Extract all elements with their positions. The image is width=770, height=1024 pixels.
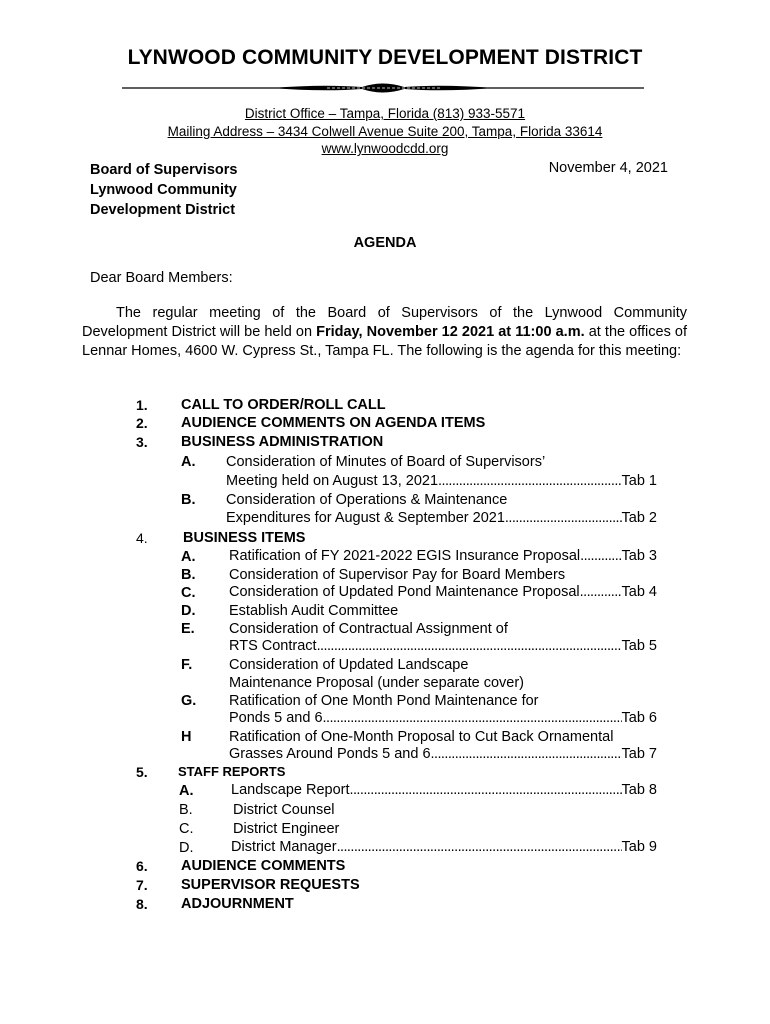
item-letter: G. (181, 693, 197, 709)
tab-reference: Tab 3 (621, 548, 657, 564)
item-leader-line (231, 782, 657, 798)
tab-reference: Tab 7 (621, 746, 657, 762)
tab-reference: Tab 8 (621, 782, 657, 798)
tab-reference: Tab 5 (621, 638, 657, 654)
item-leader-line (231, 839, 657, 855)
item-leader-line (226, 510, 657, 526)
section-title: AUDIENCE COMMENTS (181, 858, 346, 874)
item-letter: E. (181, 621, 195, 637)
item-letter: C. (179, 821, 194, 837)
item-text: Consideration of Supervisor Pay for Board Members (229, 567, 566, 583)
agenda-heading: AGENDA (353, 235, 417, 251)
letter-date: November 4, 2021 (548, 160, 668, 176)
tab-reference: Tab 2 (621, 510, 657, 526)
item-letter: B. (181, 567, 196, 583)
dot-leader (505, 510, 622, 526)
addressee-line: Lynwood Community (90, 182, 237, 198)
item-letter: B. (179, 802, 193, 818)
mailing-address-line: Mailing Address – 3434 Colwell Avenue Suite 200, Tampa, Florida 33614 (167, 124, 603, 139)
salutation: Dear Board Members: (90, 270, 233, 286)
district-office-line: District Office – Tampa, Florida (813) 933-5571 (244, 106, 526, 121)
item-letter: D. (181, 603, 196, 619)
item-text: Maintenance Proposal (under separate cover) (229, 675, 524, 691)
item-text: Expenditures for August & September 2021 (226, 510, 505, 526)
dot-leader (323, 710, 622, 726)
section-number: 7. (136, 877, 148, 893)
item-letter: D. (179, 840, 194, 856)
section-number: 2. (136, 415, 148, 431)
dot-leader (580, 548, 621, 564)
dot-leader (350, 782, 622, 798)
item-leader-line (229, 584, 657, 600)
meeting-datetime: Friday, November 12 2021 at 11:00 a.m. (316, 324, 585, 340)
item-text: Consideration of Operations & Maintenance (226, 492, 508, 508)
item-text: Ratification of One-Month Proposal to Cut Back Ornamental (229, 729, 614, 745)
intro-paragraph (82, 304, 687, 361)
website-link[interactable]: www.lynwoodcdd.org (321, 141, 449, 156)
item-leader-line (226, 473, 657, 489)
section-title: SUPERVISOR REQUESTS (181, 877, 360, 893)
item-text: Consideration of Minutes of Board of Supervisors’ (226, 454, 546, 470)
dot-leader (337, 839, 622, 855)
dot-leader (431, 746, 622, 762)
item-text: RTS Contract (229, 638, 317, 654)
section-number: 1. (136, 397, 148, 413)
item-text: Ratification of One Month Pond Maintenance for (229, 693, 539, 709)
section-number: 4. (136, 530, 148, 546)
tab-reference: Tab 4 (621, 584, 657, 600)
item-letter: A. (181, 454, 196, 470)
item-letter: H (181, 729, 192, 745)
item-text: Consideration of Contractual Assignment of (229, 621, 508, 637)
tab-reference: Tab 9 (621, 839, 657, 855)
tab-reference: Tab 6 (621, 710, 657, 726)
dot-leader (317, 638, 622, 654)
section-number: 6. (136, 858, 148, 874)
tab-reference: Tab 1 (621, 473, 657, 489)
item-text: Landscape Report (231, 782, 350, 798)
dot-leader (438, 473, 621, 489)
section-title: ADJOURNMENT (181, 896, 294, 912)
item-leader-line (229, 710, 657, 726)
item-letter: A. (181, 549, 196, 565)
dot-leader (580, 584, 622, 600)
item-text: Meeting held on August 13, 2021 (226, 473, 439, 489)
item-text: Consideration of Updated Pond Maintenance Proposal (229, 584, 580, 600)
intro-text: The regular meeting of the Board of Supervisors of the Lynwood Community Development District will be held on (82, 305, 687, 340)
section-number: 8. (136, 896, 148, 912)
item-text: Establish Audit Committee (229, 603, 399, 619)
district-title: LYNWOOD COMMUNITY DEVELOPMENT DISTRICT (127, 46, 643, 69)
item-text: Consideration of Updated Landscape (229, 657, 469, 673)
item-text: District Engineer (233, 821, 340, 837)
item-leader-line (229, 746, 657, 762)
section-title: BUSINESS ITEMS (183, 530, 306, 546)
item-letter: F. (181, 657, 193, 673)
section-number: 5. (136, 764, 148, 780)
addressee-line: Development District (90, 202, 236, 218)
item-letter: B. (181, 492, 196, 508)
item-leader-line (229, 638, 657, 654)
item-letter: A. (179, 783, 194, 799)
section-title: AUDIENCE COMMENTS ON AGENDA ITEMS (181, 415, 486, 431)
section-title: STAFF REPORTS (178, 764, 286, 779)
item-text: Ponds 5 and 6 (229, 710, 323, 726)
addressee-block (90, 160, 237, 220)
decorative-divider (122, 80, 644, 96)
item-text: District Counsel (233, 802, 335, 818)
section-title: BUSINESS ADMINISTRATION (181, 434, 384, 450)
addressee-line: Board of Supervisors (90, 162, 238, 178)
item-text: Grasses Around Ponds 5 and 6 (229, 746, 431, 762)
section-title: CALL TO ORDER/ROLL CALL (181, 397, 386, 413)
item-letter: C. (181, 585, 196, 601)
item-text: District Manager (231, 839, 337, 855)
item-text: Ratification of FY 2021-2022 EGIS Insurance Proposal (229, 548, 581, 564)
item-leader-line (229, 548, 657, 564)
intro-text: at the offices of Lennar Homes, 4600 W. Cypress St., Tampa FL. The following is the agenda for this meeting: (82, 324, 688, 359)
section-number: 3. (136, 434, 148, 450)
